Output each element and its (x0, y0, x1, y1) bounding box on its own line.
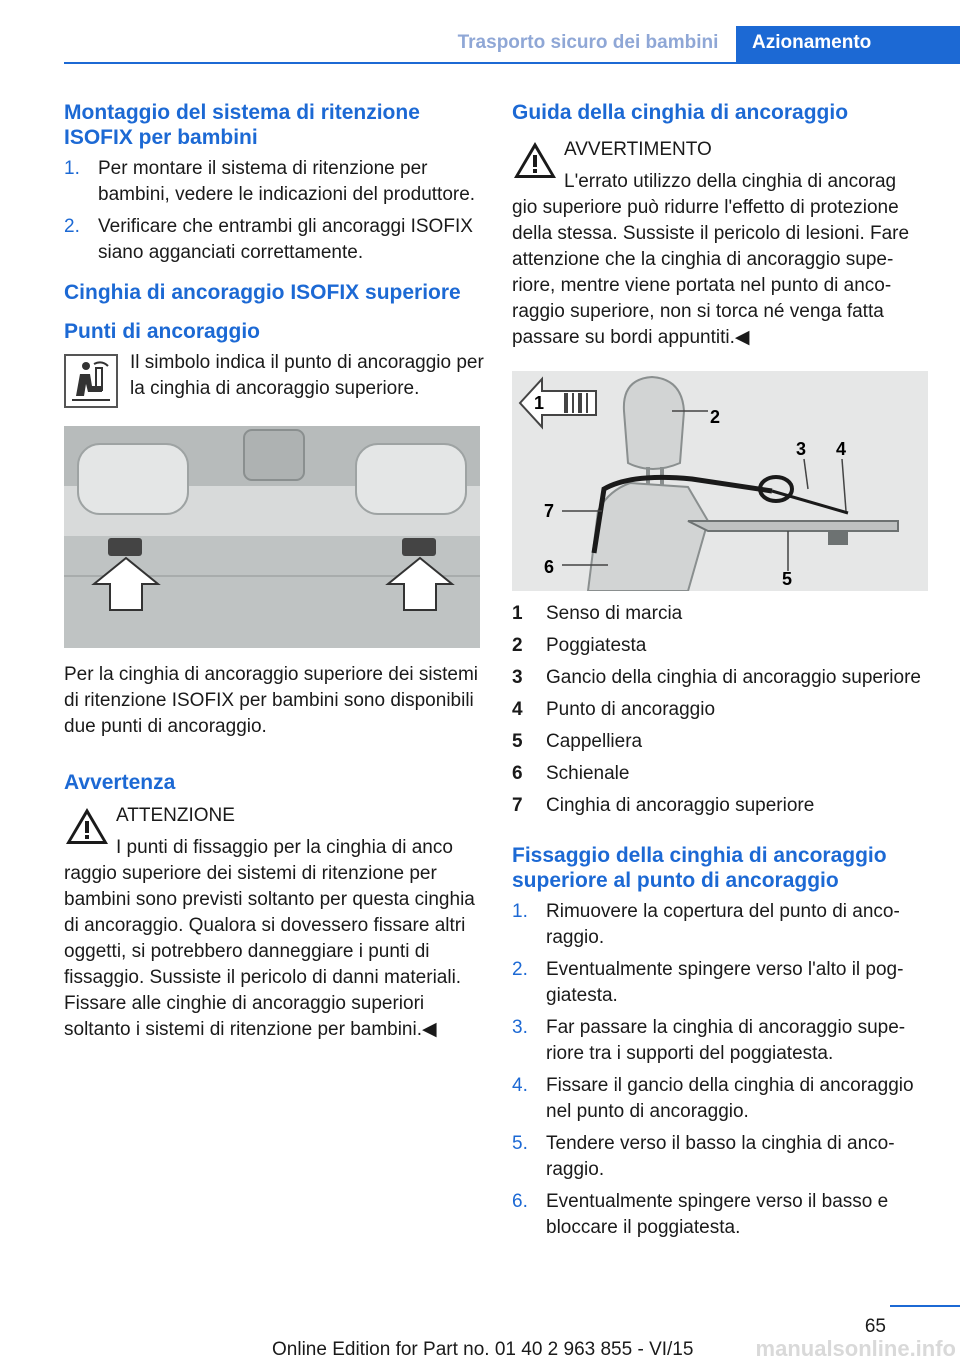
diagram-label-3: 3 (796, 439, 807, 459)
page-number: 65 (864, 1316, 886, 1337)
legend-text: Senso di marcia (546, 603, 683, 624)
legend-text: Punto di ancoraggio (546, 699, 716, 720)
right-column (512, 100, 930, 1247)
list-item (512, 697, 930, 723)
diagram-label-1: 1 (534, 393, 545, 413)
guide-heading: Guida della cinghia di ancoraggio (512, 101, 849, 124)
step-number: 4. (512, 1075, 528, 1096)
diagram-label-7: 7 (544, 501, 555, 521)
list-item (512, 1073, 930, 1125)
list-item (512, 793, 930, 819)
header-rule (64, 62, 960, 64)
anchor-symbol-text: Il simbolo indica il punto di ancoraggio per la cinghia di ancoraggio superiore. (130, 352, 484, 399)
warning-triangle-icon (64, 805, 110, 847)
list-item (512, 1189, 930, 1241)
step-number: 6. (512, 1191, 528, 1212)
list-item (512, 761, 930, 787)
legend-text: Poggiatesta (546, 635, 647, 656)
list-item (64, 156, 484, 208)
isofix-mount-heading: Montaggio del sistema di ritenzione ISOFIX per bambini (64, 101, 420, 149)
list-item (512, 957, 930, 1009)
step-number: 1. (64, 158, 80, 179)
legend-number: 7 (512, 795, 523, 816)
caution-label: ATTENZIONE (116, 805, 235, 826)
list-item (512, 899, 930, 951)
step-text: Eventualmente spingere verso l'alto il poggiatesta. (546, 959, 904, 1006)
warning-block (512, 137, 930, 351)
step-text: Fissare il gancio della cinghia di ancoraggio nel punto di ancoraggio. (546, 1075, 914, 1122)
anchor-symbol-row (64, 350, 484, 408)
top-tether-heading: Cinghia di ancoraggio ISOFIX superiore (64, 281, 461, 304)
legend-text: Cappelliera (546, 731, 643, 752)
notice-heading: Avvertenza (64, 771, 176, 794)
diagram-label-4: 4 (836, 439, 847, 459)
fix-steps-list (512, 899, 930, 1241)
step-text: Eventualmente spingere verso il basso e bloccare il poggiatesta. (546, 1191, 889, 1238)
step-number: 2. (512, 959, 528, 980)
diagram-label-5: 5 (782, 569, 793, 589)
header-chapter-tab[interactable]: Azionamento (736, 26, 960, 62)
step-number: 2. (64, 216, 80, 237)
watermark: manualsonline.info (755, 1336, 956, 1361)
header-section-tab[interactable]: Trasporto sicuro dei bambini (457, 32, 719, 53)
legend-number: 1 (512, 603, 523, 624)
list-item (512, 729, 930, 755)
warning-label: AVVERTIMENTO (564, 139, 712, 160)
warning-text: gio superiore può ridurre l'effetto di protezione della stessa. Sussiste il pericolo di lesioni. Fare attenzione che la cinghia di ancoraggio superiore, mentre viene portata nel punto di ancoraggio superiore, non si torca né venga fatta passare su bordi appuntiti.◀ (512, 197, 910, 348)
child-seat-anchor-icon (64, 354, 118, 408)
step-text: Rimuovere la copertura del punto di ancoraggio. (546, 901, 900, 948)
warning-triangle-icon (512, 139, 558, 181)
rear-seat-anchor-figure (64, 426, 480, 648)
caution-text-first: I punti di fissaggio per la cinghia di anco (116, 837, 453, 858)
warning-text-first: L'errato utilizzo della cinghia di ancorag (564, 171, 897, 192)
list-item (64, 214, 484, 266)
anchor-points-heading: Punti di ancoraggio (64, 320, 261, 343)
left-column (64, 100, 484, 1043)
legend-number: 3 (512, 667, 523, 688)
step-number: 1. (512, 901, 528, 922)
anchor-paragraph: Per la cinghia di ancoraggio superiore dei sistemi di ritenzione ISOFIX per bambini sono disponibili due punti di ancoraggio. (64, 664, 479, 737)
edition-footer: Online Edition for Part no. 01 40 2 963 855 - VI/15 (272, 1339, 694, 1360)
step-text: Verificare che entrambi gli ancoraggi ISOFIX siano agganciati correttamente. (98, 216, 473, 263)
fix-heading: Fissaggio della cinghia di ancoraggio superiore al punto di ancoraggio (512, 844, 887, 892)
diagram-legend (512, 601, 930, 819)
legend-number: 4 (512, 699, 523, 720)
step-text: Per montare il sistema di ritenzione per bambini, vedere le indicazioni del produttore. (98, 158, 476, 205)
step-number: 5. (512, 1133, 528, 1154)
diagram-label-6: 6 (544, 557, 555, 577)
legend-number: 2 (512, 635, 523, 656)
caution-block (64, 803, 484, 1043)
list-item (512, 665, 930, 691)
legend-text: Gancio della cinghia di ancoraggio superiore (546, 667, 921, 688)
list-item (512, 1015, 930, 1067)
list-item (512, 1131, 930, 1183)
diagram-label-2: 2 (710, 407, 721, 427)
legend-number: 5 (512, 731, 523, 752)
step-text: Far passare la cinghia di ancoraggio superiore tra i supporti del poggiatesta. (546, 1017, 906, 1064)
legend-text: Cinghia di ancoraggio superiore (546, 795, 815, 816)
caution-text: raggio superiore dei sistemi di ritenzione per bambini sono previsti soltanto per questa cinghia di ancoraggio. Qualora si dovessero fissare altri oggetti, si potrebbero danneggiare i punti di fissaggio. Sussiste il pericolo di danni materiali. Fissare alle cinghie di ancoraggio superiori soltanto i sistemi di ritenzione per bambini.◀ (64, 863, 475, 1040)
footer-rule (890, 1305, 960, 1307)
tether-routing-diagram (512, 371, 928, 591)
list-item (512, 633, 930, 659)
isofix-steps-list (64, 156, 484, 266)
legend-text: Schienale (546, 763, 630, 784)
legend-number: 6 (512, 763, 523, 784)
step-number: 3. (512, 1017, 528, 1038)
step-text: Tendere verso il basso la cinghia di ancoraggio. (546, 1133, 895, 1180)
list-item (512, 601, 930, 627)
